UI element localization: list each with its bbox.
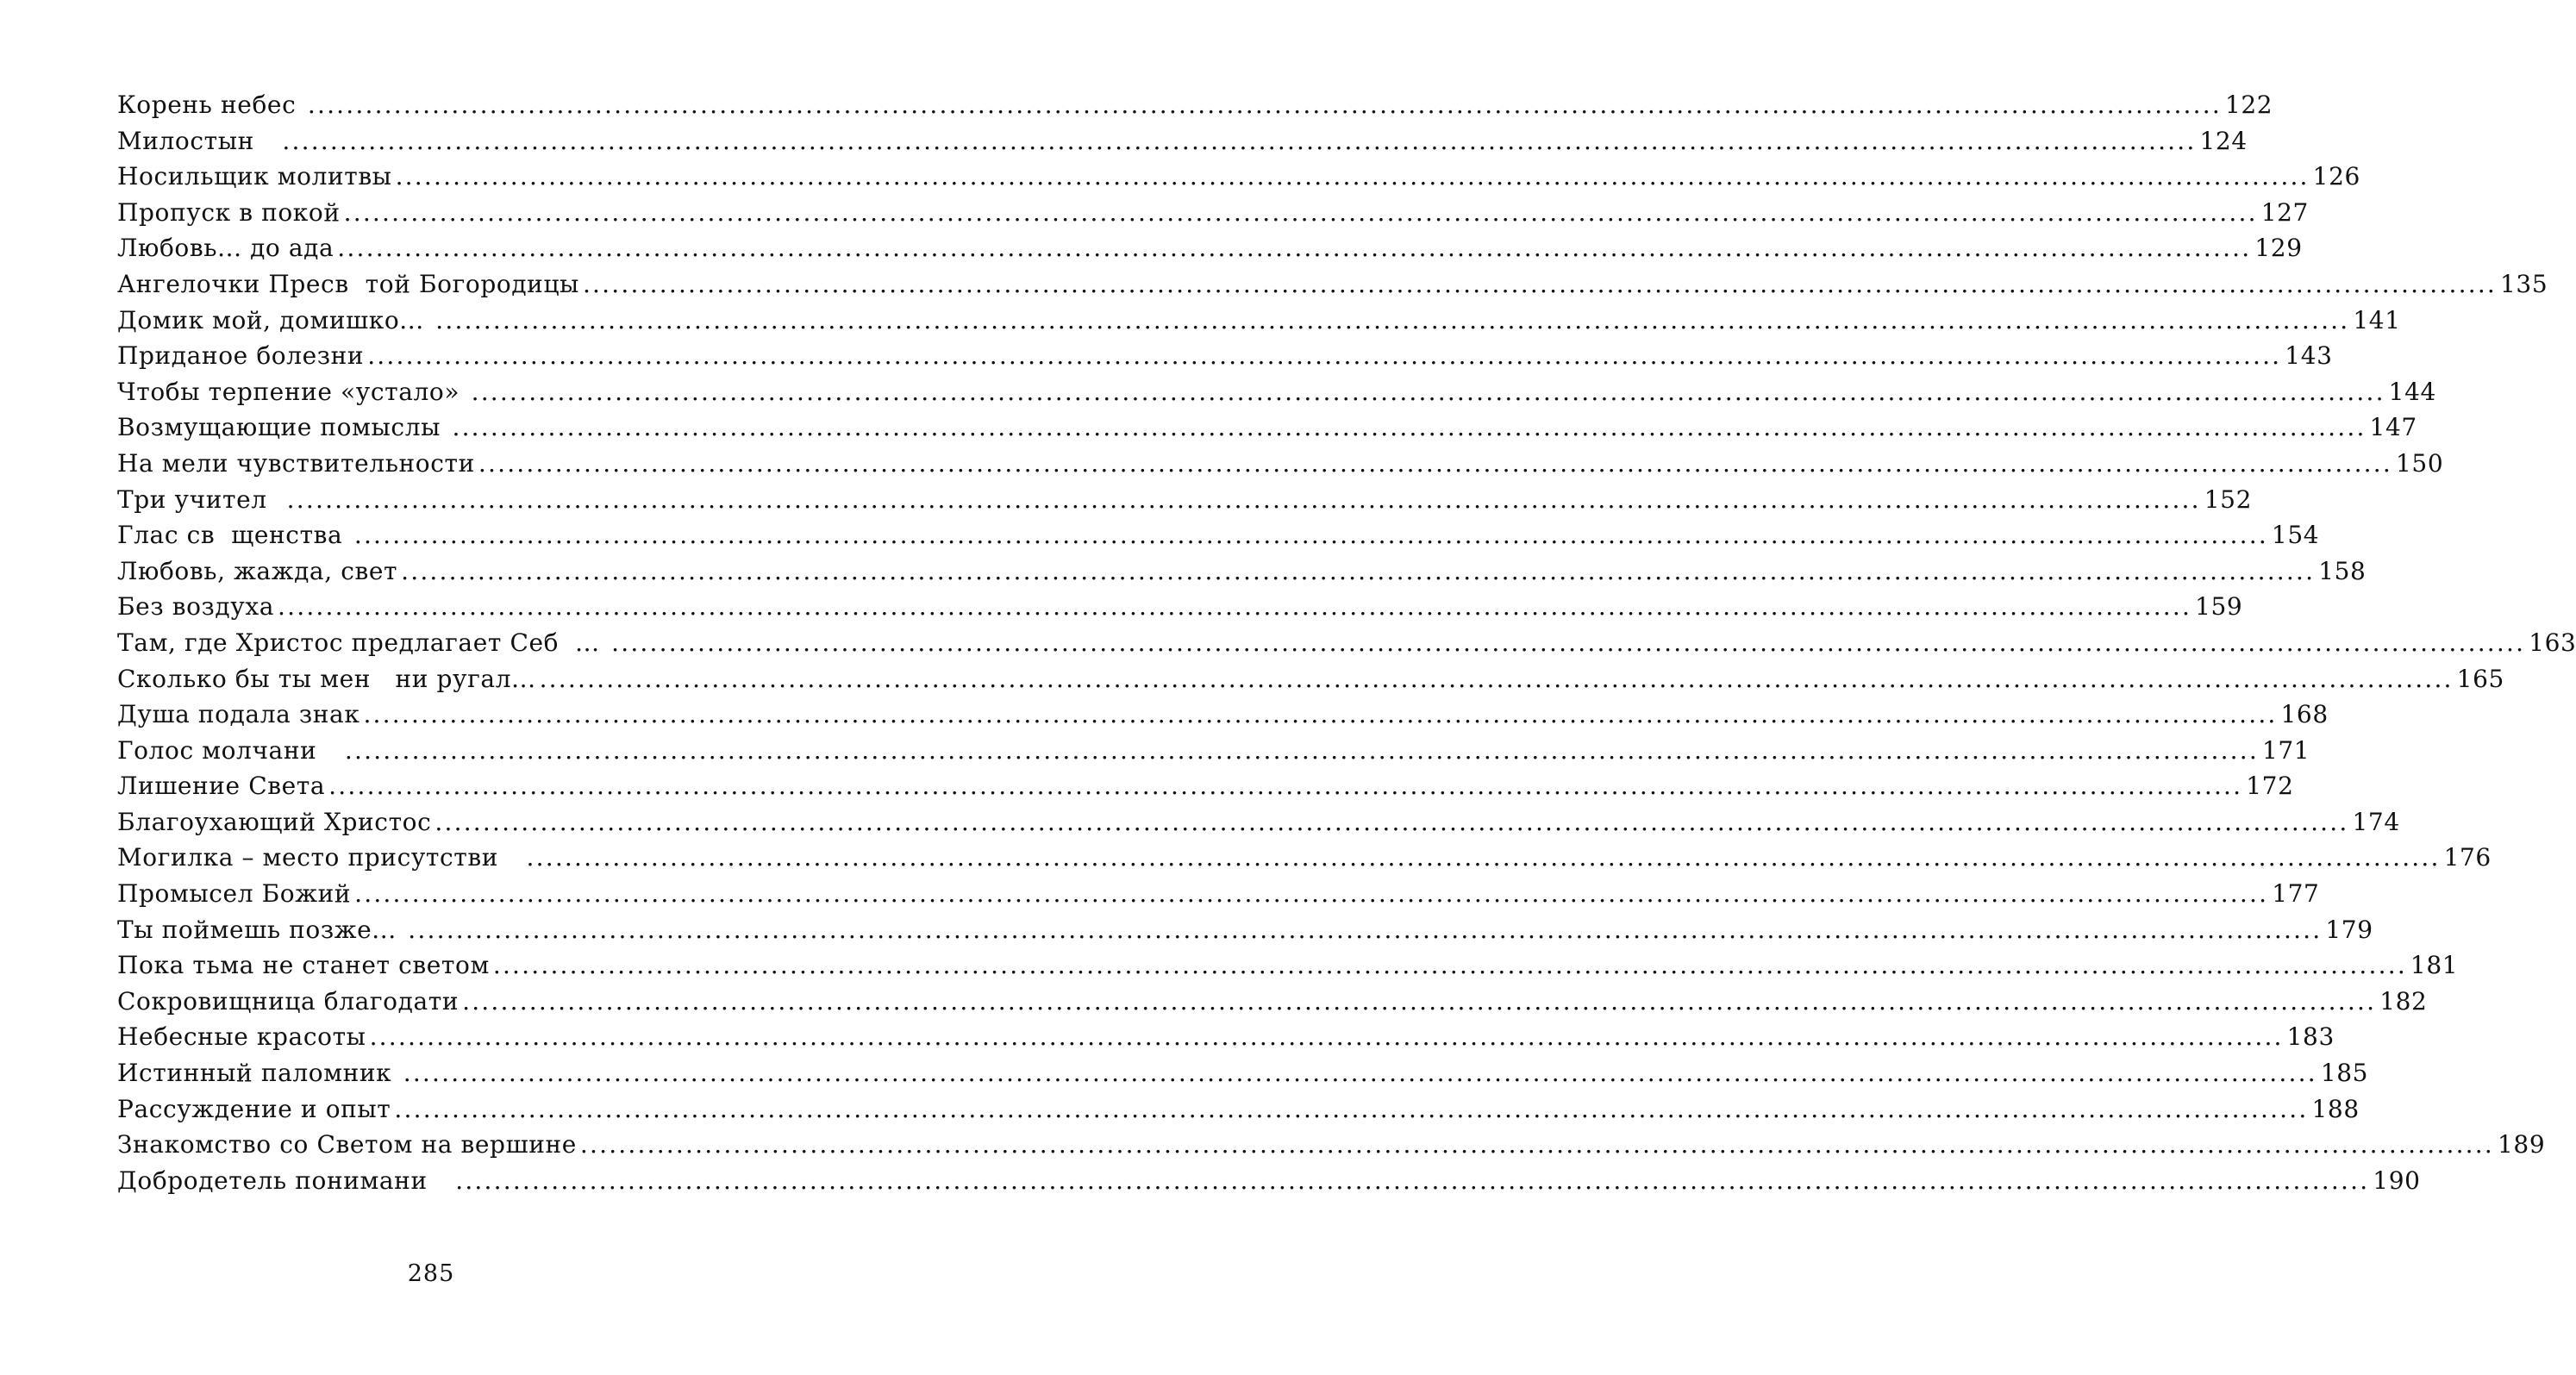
- toc-dot-leader: ........................................................................................................................................................................................................: [455, 1166, 2370, 1195]
- toc-entry-title: Промысел Божий: [117, 879, 352, 909]
- toc-entry: [117, 1094, 2360, 1131]
- page-number: 285: [407, 1260, 455, 1287]
- toc-entry-page: 126: [2312, 162, 2360, 191]
- toc-entry-page: 189: [2497, 1130, 2546, 1159]
- toc-entry: [117, 986, 2428, 1023]
- toc-entry-page: 174: [2352, 807, 2400, 836]
- toc-entry-title: Сокровищница благодати: [117, 986, 460, 1016]
- toc-entry-page: 188: [2311, 1094, 2360, 1123]
- toc-entry: [117, 1022, 2335, 1059]
- toc-entry: [117, 772, 2294, 808]
- toc-entry: [117, 162, 2360, 198]
- toc-entry-title: Приданое болезни: [117, 341, 365, 371]
- toc-dot-leader: ........................................................................................................................................................................................................: [452, 413, 2367, 442]
- toc-entry: [117, 413, 2417, 449]
- toc-entry-title: Глас св щенства: [117, 521, 351, 550]
- toc-entry: [117, 305, 2401, 342]
- toc-dot-leader: ........................................................................................................................................................................................................: [462, 986, 2377, 1016]
- toc-entry: [117, 126, 2248, 163]
- toc-entry-title: Небесные красоты: [117, 1022, 366, 1052]
- toc-entry-page: 122: [2224, 91, 2273, 119]
- toc-entry-page: 163: [2529, 628, 2576, 657]
- toc-dot-leader: ........................................................................................................................................................................................................: [478, 448, 2392, 478]
- toc-entry: [117, 664, 2504, 701]
- toc-entry-page: 150: [2395, 448, 2444, 478]
- toc-dot-leader: ........................................................................................................................................................................................................: [369, 1022, 2284, 1052]
- toc-dot-leader: ........................................................................................................................................................................................................: [579, 1130, 2494, 1159]
- toc-dot-leader: ........................................................................................................................................................................................................: [403, 1059, 2317, 1088]
- toc-entry-page: 172: [2246, 772, 2294, 801]
- toc-entry-page: 177: [2272, 879, 2320, 909]
- toc-entry-title: На мели чувствительности: [117, 448, 475, 478]
- toc-entry-title: Голос молчани: [117, 735, 341, 765]
- toc-entry: [117, 556, 2367, 593]
- toc-entry: [117, 843, 2492, 879]
- toc-entry-title: Благоухающий Христос: [117, 807, 432, 836]
- toc-entry-title: Корень небес: [117, 91, 304, 119]
- toc-entry-page: 144: [2388, 377, 2436, 406]
- toc-entry: [117, 521, 2320, 557]
- toc-dot-leader: ........................................................................................................................................................................................................: [471, 377, 2385, 406]
- toc-entry-page: 179: [2325, 915, 2373, 944]
- toc-entry-page: 185: [2320, 1059, 2369, 1088]
- toc-entry-title: Знакомство со Светом на вершине: [117, 1130, 577, 1159]
- toc-entry: [117, 1166, 2421, 1203]
- toc-dot-leader: ........................................................................................................................................................................................................: [307, 91, 2222, 119]
- toc-entry: [117, 91, 2273, 127]
- toc-entry-title: Без воздуха: [117, 592, 275, 622]
- toc-entry: [117, 269, 2548, 306]
- toc-entry: [117, 628, 2576, 665]
- toc-entry-title: Истинный паломник: [117, 1059, 400, 1088]
- toc-entry-page: 129: [2254, 234, 2303, 263]
- toc-entry-page: 135: [2500, 269, 2548, 298]
- toc-entry-title: Милостын: [117, 126, 279, 155]
- toc-entry-title: Три учител: [117, 484, 284, 514]
- toc-entry-page: 165: [2456, 664, 2504, 693]
- toc-dot-leader: ........................................................................................................................................................................................................: [435, 305, 2350, 334]
- toc-dot-leader: ........................................................................................................................................................................................................: [344, 735, 2259, 765]
- toc-entry-page: 190: [2373, 1166, 2421, 1195]
- toc-entry-title: Пропуск в покой: [117, 197, 341, 227]
- toc-dot-leader: ........................................................................................................................................................................................................: [286, 484, 2201, 514]
- toc-entry-title: Ты поймешь позже...: [117, 915, 405, 944]
- toc-entry-page: 152: [2204, 484, 2252, 514]
- toc-entry-page: 158: [2318, 556, 2367, 585]
- toc-entry-title: Рассуждение и опыт: [117, 1094, 391, 1123]
- toc-entry-page: 154: [2271, 521, 2320, 550]
- toc-dot-leader: ........................................................................................................................................................................................................: [343, 197, 2258, 227]
- toc-dot-leader: ........................................................................................................................................................................................................: [367, 341, 2282, 371]
- toc-entry: [117, 234, 2303, 270]
- toc-entry-page: 171: [2261, 735, 2310, 765]
- toc-entry-title: Чтобы терпение «устало»: [117, 377, 468, 406]
- toc-entry: [117, 735, 2310, 772]
- toc-entry-page: 141: [2353, 305, 2401, 334]
- toc-dot-leader: ........................................................................................................................................................................................................: [435, 807, 2349, 836]
- toc-dot-leader: ........................................................................................................................................................................................................: [492, 951, 2407, 980]
- toc-entry-page: 124: [2199, 126, 2248, 155]
- toc-dot-leader: ........................................................................................................................................................................................................: [539, 664, 2454, 693]
- toc-dot-leader: ........................................................................................................................................................................................................: [395, 162, 2310, 191]
- toc-entry-title: Там, где Христос предлагает Себ ...: [117, 628, 609, 657]
- toc-entry: [117, 197, 2309, 234]
- toc-entry-title: Душа подала знак: [117, 700, 360, 729]
- toc-dot-leader: ........................................................................................................................................................................................................: [278, 592, 2192, 622]
- toc-entry-page: 168: [2280, 700, 2329, 729]
- toc-dot-leader: ........................................................................................................................................................................................................: [582, 269, 2498, 298]
- toc-entry-page: 159: [2195, 592, 2243, 622]
- toc-entry-title: Любовь, жажда, свет: [117, 556, 398, 585]
- toc-entry-title: Носильщик молитвы: [117, 162, 392, 191]
- toc-dot-leader: ........................................................................................................................................................................................................: [328, 772, 2243, 801]
- toc-dot-leader: ........................................................................................................................................................................................................: [282, 126, 2197, 155]
- toc-entry-page: 176: [2443, 843, 2492, 872]
- toc-entry-title: Пока тьма не станет светом: [117, 951, 490, 980]
- toc-entry: [117, 1059, 2369, 1095]
- toc-entry: [117, 341, 2333, 378]
- toc-entry-page: 182: [2379, 986, 2428, 1016]
- toc-dot-leader: ........................................................................................................................................................................................................: [408, 915, 2323, 944]
- toc-dot-leader: ........................................................................................................................................................................................................: [353, 521, 2268, 550]
- toc-dot-leader: ........................................................................................................................................................................................................: [354, 879, 2269, 909]
- toc-entry-title: Возмущающие помыслы: [117, 413, 449, 442]
- toc-entry-page: 181: [2410, 951, 2459, 980]
- toc-entry-page: 143: [2285, 341, 2333, 371]
- toc-entry: [117, 448, 2444, 485]
- toc-entry: [117, 879, 2320, 916]
- toc-entry-page: 147: [2369, 413, 2417, 442]
- toc-entry-title: Могилка – место присутстви: [117, 843, 523, 872]
- toc-dot-leader: ........................................................................................................................................................................................................: [337, 234, 2252, 263]
- toc-entry-title: Ангелочки Пресв той Богородицы: [117, 269, 579, 298]
- toc-entry: [117, 377, 2436, 414]
- toc-entry-title: Лишение Света: [117, 772, 326, 801]
- toc-dot-leader: ........................................................................................................................................................................................................: [611, 628, 2526, 657]
- toc-entry: [117, 807, 2400, 844]
- toc-entry-title: Добродетель понимани: [117, 1166, 453, 1195]
- toc-dot-leader: ........................................................................................................................................................................................................: [401, 556, 2316, 585]
- toc-entry-page: 127: [2260, 197, 2309, 227]
- toc-entry: [117, 592, 2243, 628]
- toc-dot-leader: ........................................................................................................................................................................................................: [394, 1094, 2309, 1123]
- toc-dot-leader: ........................................................................................................................................................................................................: [363, 700, 2278, 729]
- toc-entry: [117, 1130, 2546, 1166]
- toc-entry-page: 183: [2286, 1022, 2335, 1052]
- toc-entry: [117, 700, 2329, 736]
- table-of-contents: [117, 91, 2576, 1202]
- toc-entry-title: Сколько бы ты мен ни ругал...: [117, 664, 536, 693]
- toc-entry-title: Любовь... до ада: [117, 234, 335, 263]
- toc-entry: [117, 915, 2373, 952]
- toc-dot-leader: ........................................................................................................................................................................................................: [526, 843, 2441, 872]
- toc-entry: [117, 951, 2459, 987]
- toc-entry: [117, 484, 2252, 522]
- toc-entry-title: Домик мой, домишко...: [117, 305, 433, 334]
